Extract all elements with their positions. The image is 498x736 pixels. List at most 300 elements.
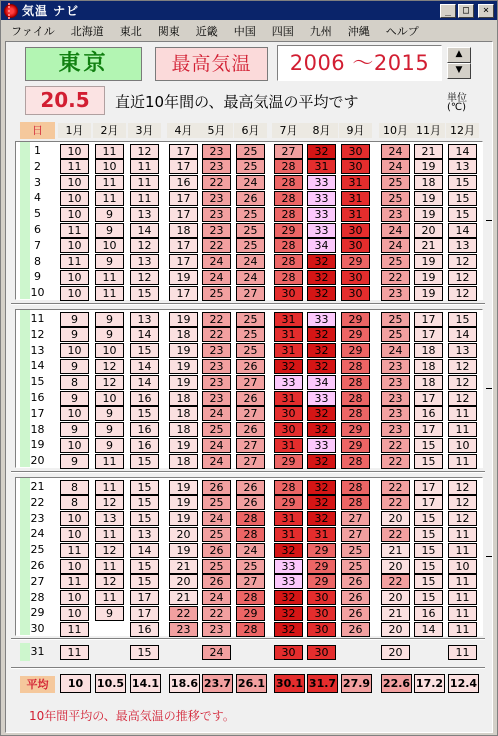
temperature-cell: 17 (414, 312, 443, 327)
temperature-cell: 22 (381, 527, 410, 542)
temperature-cell: 27 (236, 454, 265, 469)
temperature-cell: 19 (169, 511, 198, 526)
temperature-cell: 16 (130, 422, 159, 437)
temperature-cell: 11 (95, 527, 124, 542)
temperature-cell: 10 (448, 559, 477, 574)
temperature-cell: 25 (341, 543, 370, 558)
month-header: 4月 (167, 123, 200, 138)
spin-up-button[interactable]: ▲ (447, 47, 471, 63)
temperature-cell: 34 (307, 238, 336, 253)
temperature-cell: 19 (169, 359, 198, 374)
menu-tohoku[interactable]: 東北 (119, 24, 142, 38)
section-separator (11, 471, 485, 473)
overall-average: 20.5 (25, 86, 105, 115)
temperature-cell: 26 (341, 606, 370, 621)
day-number: 9 (34, 270, 41, 284)
temperature-cell: 12 (95, 375, 124, 390)
temperature-cell: 18 (414, 343, 443, 358)
temperature-cell: 21 (381, 606, 410, 621)
average-row-label: 平均 (20, 676, 55, 693)
temperature-cell: 23 (381, 375, 410, 390)
temperature-cell: 32 (307, 480, 336, 495)
day-number: 7 (34, 238, 41, 252)
temperature-cell: 10 (448, 438, 477, 453)
temperature-cell: 11 (60, 159, 89, 174)
section-separator (11, 303, 485, 305)
title-bar (1, 1, 497, 20)
temperature-cell: 11 (95, 559, 124, 574)
month-header: 9月 (339, 123, 372, 138)
temperature-cell: 10 (95, 159, 124, 174)
temperature-cell: 25 (202, 286, 231, 301)
temperature-cell: 22 (381, 270, 410, 285)
temperature-cell: 22 (381, 438, 410, 453)
temperature-cell: 30 (307, 622, 336, 637)
temperature-cell: 10 (60, 606, 89, 621)
temperature-cell: 24 (202, 645, 231, 660)
thermometer-icon (4, 4, 18, 18)
temperature-cell: 33 (307, 223, 336, 238)
temperature-cell: 32 (307, 343, 336, 358)
temperature-cell: 16 (130, 622, 159, 637)
temperature-cell: 19 (414, 286, 443, 301)
day-number: 11 (30, 312, 45, 325)
temperature-cell: 31 (274, 343, 303, 358)
temperature-cell: 17 (414, 480, 443, 495)
temperature-cell: 25 (202, 495, 231, 510)
status-message: 10年間平均の、最高気温の推移です。 (29, 709, 235, 723)
temperature-cell: 11 (448, 574, 477, 589)
temperature-cell: 28 (341, 375, 370, 390)
day-number: 17 (30, 406, 45, 420)
temperature-cell: 21 (414, 144, 443, 159)
temperature-cell: 31 (341, 191, 370, 206)
temperature-cell: 11 (130, 175, 159, 190)
temperature-cell: 19 (169, 543, 198, 558)
month-header: 6月 (234, 123, 267, 138)
temperature-cell: 20 (381, 622, 410, 637)
temperature-cell: 10 (95, 238, 124, 253)
temperature-cell: 29 (307, 574, 336, 589)
temperature-cell: 18 (169, 454, 198, 469)
temperature-cell: 9 (60, 359, 89, 374)
temperature-cell: 10 (60, 590, 89, 605)
temperature-cell: 32 (307, 359, 336, 374)
temperature-cell: 26 (341, 622, 370, 637)
temperature-cell: 12 (448, 375, 477, 390)
temperature-cell: 25 (236, 223, 265, 238)
temperature-cell: 30 (274, 286, 303, 301)
temperature-cell: 17 (169, 159, 198, 174)
temperature-cell: 15 (130, 286, 159, 301)
temperature-cell: 34 (307, 375, 336, 390)
day-number: 5 (34, 207, 41, 221)
temperature-cell: 21 (381, 543, 410, 558)
temperature-cell: 14 (130, 223, 159, 238)
monthly-average-cell: 18.6 (169, 674, 200, 693)
menu-okinawa[interactable]: 沖縄 (347, 24, 370, 38)
temperature-cell: 32 (307, 454, 336, 469)
temperature-cell: 23 (202, 191, 231, 206)
temperature-cell: 27 (236, 375, 265, 390)
temperature-cell: 24 (381, 223, 410, 238)
day-number: 8 (34, 254, 41, 268)
temperature-cell: 11 (95, 191, 124, 206)
temperature-cell: 25 (381, 254, 410, 269)
menu-kinki[interactable]: 近畿 (195, 24, 218, 38)
temperature-cell: 9 (60, 454, 89, 469)
day-number: 19 (30, 438, 45, 452)
temperature-cell: 11 (448, 406, 477, 421)
temperature-cell: 9 (95, 606, 124, 621)
day-number: 20 (30, 454, 45, 468)
temperature-cell: 10 (60, 175, 89, 190)
temperature-cell: 28 (274, 254, 303, 269)
temperature-cell: 15 (414, 574, 443, 589)
temperature-cell: 16 (130, 391, 159, 406)
window-title: 気温 ナビ (22, 4, 80, 18)
unit-label: 単位 (447, 93, 467, 104)
temperature-cell: 33 (274, 375, 303, 390)
temperature-cell: 15 (448, 312, 477, 327)
temperature-cell: 20 (414, 223, 443, 238)
temperature-cell: 33 (307, 438, 336, 453)
day-number: 30 (30, 622, 45, 636)
day-number: 16 (30, 391, 45, 404)
row-divider-tick (486, 388, 492, 389)
temperature-cell: 19 (169, 270, 198, 285)
temperature-cell: 28 (341, 359, 370, 374)
temperature-cell: 9 (60, 312, 89, 327)
monthly-average-cell: 17.2 (414, 674, 445, 693)
temperature-cell: 26 (202, 574, 231, 589)
temperature-cell: 23 (381, 359, 410, 374)
temperature-cell: 30 (341, 286, 370, 301)
temperature-cell: 33 (307, 207, 336, 222)
temperature-cell: 20 (169, 574, 198, 589)
monthly-average-cell: 23.7 (202, 674, 233, 693)
temperature-cell: 10 (60, 343, 89, 358)
metric-selector[interactable]: 最高気温 (155, 47, 268, 81)
temperature-cell: 23 (202, 359, 231, 374)
minimize-button[interactable]: _ (440, 4, 456, 18)
temperature-cell: 12 (448, 495, 477, 510)
temperature-cell: 20 (381, 645, 410, 660)
temperature-cell: 12 (448, 480, 477, 495)
month-header: 3月 (128, 123, 161, 138)
temperature-cell: 31 (274, 511, 303, 526)
temperature-cell: 23 (202, 375, 231, 390)
temperature-cell: 27 (274, 144, 303, 159)
temperature-cell: 24 (236, 254, 265, 269)
temperature-cell: 33 (274, 559, 303, 574)
temperature-cell: 18 (414, 375, 443, 390)
temperature-cell: 17 (169, 238, 198, 253)
temperature-cell: 28 (274, 238, 303, 253)
menu-hokkaido[interactable]: 北海道 (70, 24, 104, 38)
row-divider-tick (486, 220, 492, 221)
temperature-cell: 27 (341, 511, 370, 526)
temperature-cell: 32 (307, 144, 336, 159)
temperature-cell: 29 (274, 495, 303, 510)
temperature-cell: 29 (307, 543, 336, 558)
temperature-cell: 19 (414, 254, 443, 269)
temperature-cell: 15 (414, 454, 443, 469)
temperature-cell: 28 (236, 622, 265, 637)
monthly-average-cell: 22.6 (381, 674, 412, 693)
temperature-cell: 12 (448, 270, 477, 285)
menu-shikoku[interactable]: 四国 (271, 24, 294, 38)
temperature-cell: 14 (130, 327, 159, 342)
temperature-cell: 28 (341, 406, 370, 421)
temperature-cell: 12 (95, 543, 124, 558)
day-number: 2 (34, 159, 41, 173)
temperature-cell: 28 (341, 391, 370, 406)
temperature-cell: 25 (381, 327, 410, 342)
temperature-cell: 8 (60, 480, 89, 495)
temperature-cell: 12 (448, 359, 477, 374)
temperature-cell: 11 (60, 622, 89, 637)
temperature-cell: 29 (307, 559, 336, 574)
temperature-cell: 28 (274, 191, 303, 206)
temperature-cell: 15 (448, 175, 477, 190)
temperature-cell: 9 (95, 406, 124, 421)
temperature-cell: 28 (341, 454, 370, 469)
temperature-cell: 32 (307, 511, 336, 526)
day-number: 1 (34, 144, 41, 157)
month-header: 10月 (379, 123, 412, 138)
temperature-cell: 17 (169, 144, 198, 159)
temperature-cell: 12 (95, 359, 124, 374)
month-header: 11月 (412, 123, 445, 138)
temperature-cell: 13 (448, 159, 477, 174)
temperature-cell: 33 (307, 191, 336, 206)
temperature-cell: 12 (130, 238, 159, 253)
temperature-cell: 22 (381, 454, 410, 469)
temperature-cell: 25 (202, 422, 231, 437)
temperature-cell: 24 (202, 254, 231, 269)
menu-chugoku[interactable]: 中国 (233, 24, 256, 38)
temperature-cell: 19 (169, 480, 198, 495)
temperature-cell: 25 (381, 175, 410, 190)
temperature-cell: 24 (236, 270, 265, 285)
temperature-cell: 29 (341, 422, 370, 437)
temperature-cell: 33 (307, 312, 336, 327)
temperature-cell: 11 (448, 543, 477, 558)
temperature-cell: 12 (448, 286, 477, 301)
temperature-cell: 23 (202, 223, 231, 238)
temperature-cell: 32 (274, 590, 303, 605)
temperature-cell: 15 (414, 527, 443, 542)
temperature-cell: 13 (130, 527, 159, 542)
temperature-cell: 10 (60, 286, 89, 301)
day-number: 15 (30, 375, 45, 389)
temperature-cell: 32 (307, 254, 336, 269)
temperature-cell: 23 (202, 159, 231, 174)
monthly-average-cell: 30.1 (274, 674, 305, 693)
temperature-cell: 32 (274, 622, 303, 637)
temperature-cell: 33 (307, 175, 336, 190)
temperature-cell: 17 (414, 327, 443, 342)
temperature-cell: 17 (414, 495, 443, 510)
temperature-cell: 10 (60, 438, 89, 453)
temperature-cell: 28 (341, 495, 370, 510)
temperature-cell: 31 (274, 312, 303, 327)
temperature-cell: 19 (169, 343, 198, 358)
month-header: 2月 (93, 123, 126, 138)
menu-kyushu[interactable]: 九州 (309, 24, 332, 38)
day-number: 3 (34, 175, 41, 189)
day-number: 31 (30, 645, 45, 658)
day-number: 6 (34, 223, 41, 236)
maximize-button[interactable]: □ (458, 4, 474, 18)
temperature-cell: 12 (448, 511, 477, 526)
section-separator (11, 667, 485, 669)
temperature-cell: 32 (307, 422, 336, 437)
temperature-cell: 15 (414, 559, 443, 574)
temperature-cell: 31 (341, 175, 370, 190)
temperature-cell: 26 (202, 543, 231, 558)
temperature-cell: 27 (236, 438, 265, 453)
temperature-cell: 15 (414, 438, 443, 453)
temperature-cell: 11 (448, 606, 477, 621)
temperature-cell: 18 (169, 223, 198, 238)
temperature-cell: 19 (169, 312, 198, 327)
month-header: 5月 (200, 123, 233, 138)
temperature-cell: 12 (95, 495, 124, 510)
temperature-cell: 26 (202, 480, 231, 495)
temperature-cell: 9 (95, 422, 124, 437)
temperature-cell: 11 (95, 270, 124, 285)
temperature-cell: 28 (274, 175, 303, 190)
day-number: 27 (30, 574, 45, 588)
menu-bar (1, 20, 497, 41)
temperature-cell: 24 (202, 590, 231, 605)
temperature-cell: 11 (130, 159, 159, 174)
temperature-cell: 21 (169, 590, 198, 605)
temperature-cell: 11 (95, 144, 124, 159)
temperature-cell: 9 (95, 327, 124, 342)
temperature-cell: 10 (60, 406, 89, 421)
temperature-cell: 23 (381, 406, 410, 421)
temperature-cell: 27 (236, 574, 265, 589)
temperature-cell: 29 (341, 327, 370, 342)
temperature-cell: 27 (341, 527, 370, 542)
temperature-cell: 30 (341, 144, 370, 159)
temperature-cell: 23 (381, 422, 410, 437)
temperature-cell: 24 (381, 144, 410, 159)
day-number: 18 (30, 422, 45, 436)
temperature-cell: 32 (307, 495, 336, 510)
temperature-cell: 24 (202, 406, 231, 421)
day-number: 13 (30, 343, 45, 357)
temperature-cell: 12 (448, 254, 477, 269)
temperature-cell: 27 (236, 286, 265, 301)
temperature-cell: 20 (381, 511, 410, 526)
month-header: 1月 (58, 123, 91, 138)
temperature-cell: 15 (130, 559, 159, 574)
temperature-cell: 25 (236, 238, 265, 253)
temperature-cell: 17 (169, 286, 198, 301)
month-header: 12月 (446, 123, 479, 138)
temperature-cell: 23 (202, 343, 231, 358)
temperature-cell: 26 (236, 359, 265, 374)
temperature-cell: 10 (60, 270, 89, 285)
temperature-cell: 14 (130, 543, 159, 558)
temperature-cell: 22 (381, 495, 410, 510)
average-caption: 直近10年間の、最高気温の平均です (115, 93, 359, 111)
temperature-cell: 13 (95, 511, 124, 526)
temperature-cell: 17 (169, 207, 198, 222)
menu-kanto[interactable]: 関東 (157, 24, 180, 38)
temperature-cell: 23 (202, 622, 231, 637)
temperature-cell: 11 (95, 175, 124, 190)
temperature-cell: 11 (95, 454, 124, 469)
temperature-cell: 32 (307, 286, 336, 301)
temperature-cell: 8 (60, 495, 89, 510)
temperature-cell: 10 (60, 144, 89, 159)
temperature-cell: 22 (169, 606, 198, 621)
temperature-cell: 15 (414, 511, 443, 526)
temperature-cell: 17 (414, 391, 443, 406)
temperature-cell: 11 (60, 254, 89, 269)
temperature-cell: 15 (130, 574, 159, 589)
temperature-cell: 16 (130, 438, 159, 453)
temperature-cell: 18 (414, 359, 443, 374)
temperature-cell: 29 (274, 454, 303, 469)
temperature-cell: 11 (60, 645, 89, 660)
temperature-cell: 17 (130, 606, 159, 621)
temperature-cell: 23 (381, 286, 410, 301)
temperature-cell: 15 (414, 590, 443, 605)
temperature-cell: 9 (95, 254, 124, 269)
month-header: 8月 (305, 123, 338, 138)
temperature-cell: 26 (236, 422, 265, 437)
temperature-cell: 25 (381, 191, 410, 206)
temperature-cell: 28 (236, 511, 265, 526)
monthly-average-cell: 31.7 (307, 674, 338, 693)
temperature-cell: 15 (130, 511, 159, 526)
temperature-cell: 15 (130, 454, 159, 469)
temperature-cell: 18 (414, 175, 443, 190)
temperature-cell: 11 (95, 590, 124, 605)
temperature-cell: 29 (341, 343, 370, 358)
spin-down-button[interactable]: ▼ (447, 63, 471, 79)
close-button[interactable]: × (478, 4, 494, 18)
temperature-cell: 9 (60, 422, 89, 437)
temperature-cell: 32 (307, 270, 336, 285)
row-divider-tick (486, 556, 492, 557)
temperature-cell: 14 (448, 327, 477, 342)
region-selector[interactable]: 東京 (25, 47, 142, 81)
temperature-cell: 19 (414, 207, 443, 222)
temperature-cell: 30 (307, 606, 336, 621)
temperature-cell: 11 (60, 223, 89, 238)
temperature-cell: 22 (381, 574, 410, 589)
day-number: 14 (30, 359, 45, 373)
temperature-cell: 20 (381, 590, 410, 605)
day-number: 10 (30, 286, 45, 300)
temperature-cell: 23 (169, 622, 198, 637)
menu-file[interactable]: ファイル (11, 24, 55, 38)
temperature-cell: 30 (274, 422, 303, 437)
menu-help[interactable]: ヘルプ (385, 24, 419, 38)
temperature-cell: 32 (274, 543, 303, 558)
temperature-cell: 17 (169, 254, 198, 269)
day-number: 12 (30, 327, 45, 341)
temperature-cell: 17 (414, 422, 443, 437)
temperature-cell: 16 (414, 406, 443, 421)
